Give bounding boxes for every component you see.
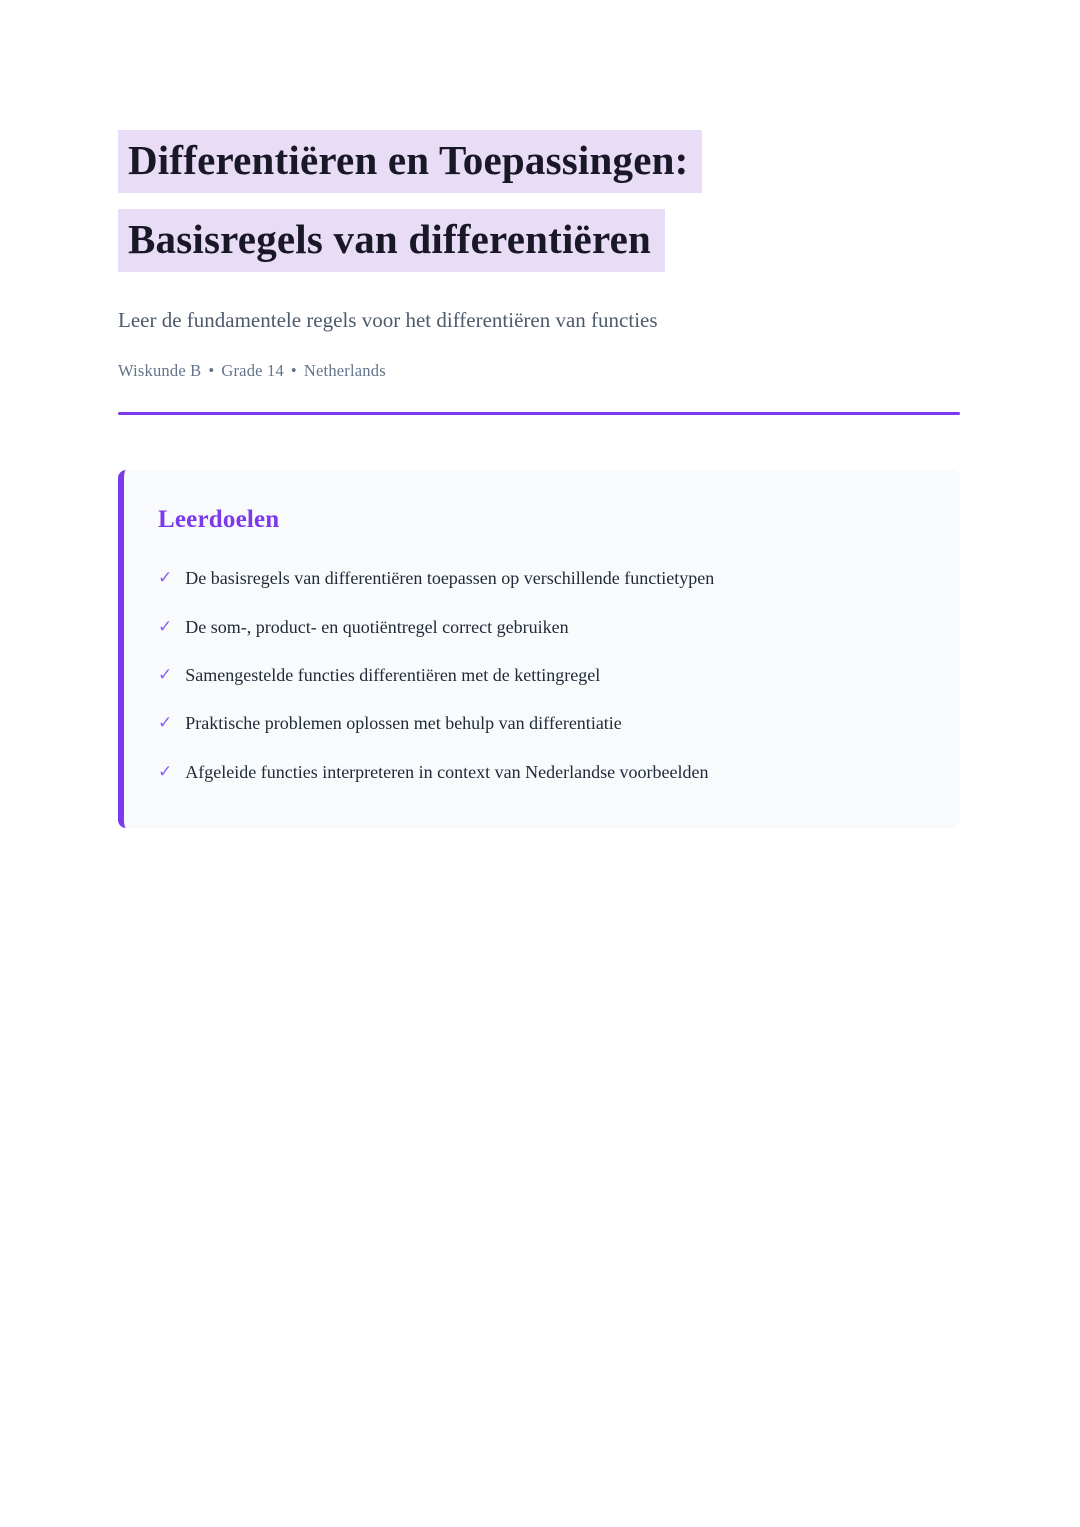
- meta-separator: •: [290, 361, 297, 381]
- objective-item: [158, 663, 920, 687]
- learning-objectives-card: [118, 470, 960, 827]
- document-header: [118, 130, 960, 415]
- page-title-line-2: Basisregels van differentiëren: [118, 209, 665, 272]
- meta-grade: Grade 14: [221, 361, 284, 381]
- course-meta: [118, 361, 960, 381]
- page-subtitle: Leer de fundamentele regels voor het differentiëren van functies: [118, 308, 658, 332]
- objectives-list: [158, 566, 920, 783]
- objective-text: De basisregels van differentiëren toepassen op verschillende functietypen: [185, 568, 715, 589]
- checkmark-icon: ✓: [158, 568, 173, 589]
- objective-item: [158, 760, 920, 784]
- objective-text: Afgeleide functies interpreteren in context van Nederlandse voorbeelden: [185, 761, 709, 782]
- page-title-line-1: Differentiëren en Toepassingen:: [118, 130, 702, 193]
- checkmark-icon: ✓: [158, 761, 173, 782]
- objective-text: Praktische problemen oplossen met behulp van differentiatie: [185, 713, 622, 734]
- page-title: [118, 130, 960, 288]
- checkmark-icon: ✓: [158, 713, 173, 734]
- objective-text: De som-, product- en quotiëntregel correct gebruiken: [185, 616, 569, 637]
- objective-text: Samengestelde functies differentiëren met de kettingregel: [185, 664, 601, 685]
- objectives-heading: Leerdoelen: [158, 506, 280, 534]
- checkmark-icon: ✓: [158, 664, 173, 685]
- meta-subject: Wiskunde B: [118, 361, 202, 381]
- meta-separator: •: [208, 361, 215, 381]
- objective-item: [158, 566, 920, 590]
- meta-country: Netherlands: [303, 361, 386, 381]
- objective-item: [158, 615, 920, 639]
- header-divider: [118, 412, 960, 415]
- objective-item: [158, 711, 920, 735]
- checkmark-icon: ✓: [158, 616, 173, 637]
